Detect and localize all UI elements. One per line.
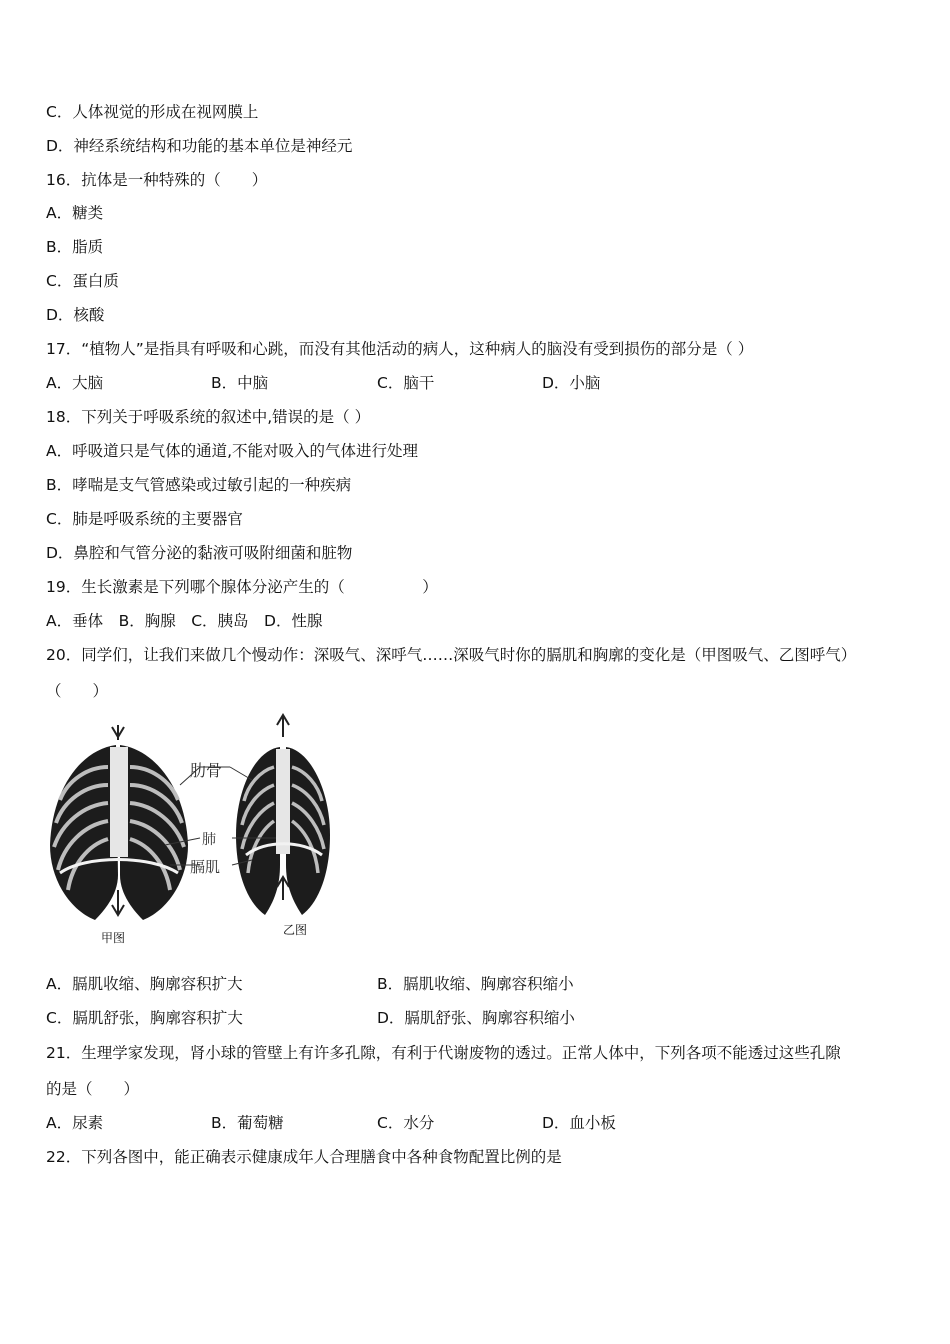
q21-option-a: A．尿素 (46, 1114, 104, 1132)
question-18: 18．下列关于呼吸系统的叙述中,错误的是（ ） (46, 408, 371, 426)
q18-option-d: D．鼻腔和气管分泌的黏液可吸附细菌和脏物 (46, 544, 353, 562)
q19-options: A．垂体 B．胸腺 C．胰岛 D．性腺 (46, 612, 323, 630)
q17-option-a: A．大脑 (46, 374, 104, 392)
q20-option-d: D．膈肌舒张、胸廓容积缩小 (377, 1009, 575, 1027)
q18-option-b: B．哮喘是支气管感染或过敏引起的一种疾病 (46, 476, 352, 494)
label-rib: 肋骨 (190, 761, 223, 780)
question-19: 19．生长激素是下列哪个腺体分泌产生的（ ） (46, 578, 438, 596)
caption-yi: 乙图 (283, 923, 308, 937)
q17-option-b: B．中脑 (211, 374, 269, 392)
question-22: 22．下列各图中，能正确表示健康成年人合理膳食中各种食物配置比例的是 (46, 1148, 562, 1166)
question-21: 21．生理学家发现，肾小球的管壁上有许多孔隙，有利于代谢废物的透过。正常人体中，下列各项不能透过这些孔隙 (46, 1044, 841, 1062)
label-diaphragm: 膈肌 (190, 858, 221, 876)
question-16: 16．抗体是一种特殊的（ ） (46, 171, 268, 189)
ribcage-jia (50, 725, 188, 920)
q20-option-b: B．膈肌收缩、胸廓容积缩小 (377, 975, 574, 993)
label-lung: 肺 (202, 832, 216, 848)
q20-option-c: C．膈肌舒张，胸廓容积扩大 (46, 1009, 243, 1027)
q17-option-c: C．脑干 (377, 374, 435, 392)
ribcage-yi (236, 715, 330, 915)
q16-option-d: D．核酸 (46, 306, 105, 324)
breathing-diagram (40, 705, 350, 950)
q16-option-b: B．脂质 (46, 238, 104, 256)
c-prev-option: C．人体视觉的形成在视网膜上 (46, 103, 259, 121)
q20-answer-paren: （ ） (46, 682, 109, 700)
question-17: 17．“植物人”是指具有呼吸和心跳，而没有其他活动的病人，这种病人的脑没有受到损伤的部分是（ ） (46, 340, 754, 358)
q21-option-d: D．血小板 (542, 1114, 616, 1132)
q16-option-c: C．蛋白质 (46, 272, 119, 290)
caption-jia: 甲图 (101, 931, 126, 945)
q20-option-a: A．膈肌收缩、胸廓容积扩大 (46, 975, 243, 993)
question-20: 20．同学们，让我们来做几个慢动作：深吸气、深呼气……深吸气时你的膈肌和胸廓的变化是（甲图吸气、乙图呼气） (46, 646, 857, 664)
q21-option-c: C．水分 (377, 1114, 435, 1132)
ribcage-illustration (40, 705, 350, 950)
q18-option-a: A．呼吸道只是气体的通道,不能对吸入的气体进行处理 (46, 442, 419, 460)
q18-option-c: C．肺是呼吸系统的主要器官 (46, 510, 243, 528)
q17-option-d: D．小脑 (542, 374, 601, 392)
q21-continued: 的是（ ） (46, 1080, 140, 1098)
q21-option-b: B．葡萄糖 (211, 1114, 284, 1132)
d-prev-option: D．神经系统结构和功能的基本单位是神经元 (46, 137, 353, 155)
q16-option-a: A．糖类 (46, 204, 104, 222)
